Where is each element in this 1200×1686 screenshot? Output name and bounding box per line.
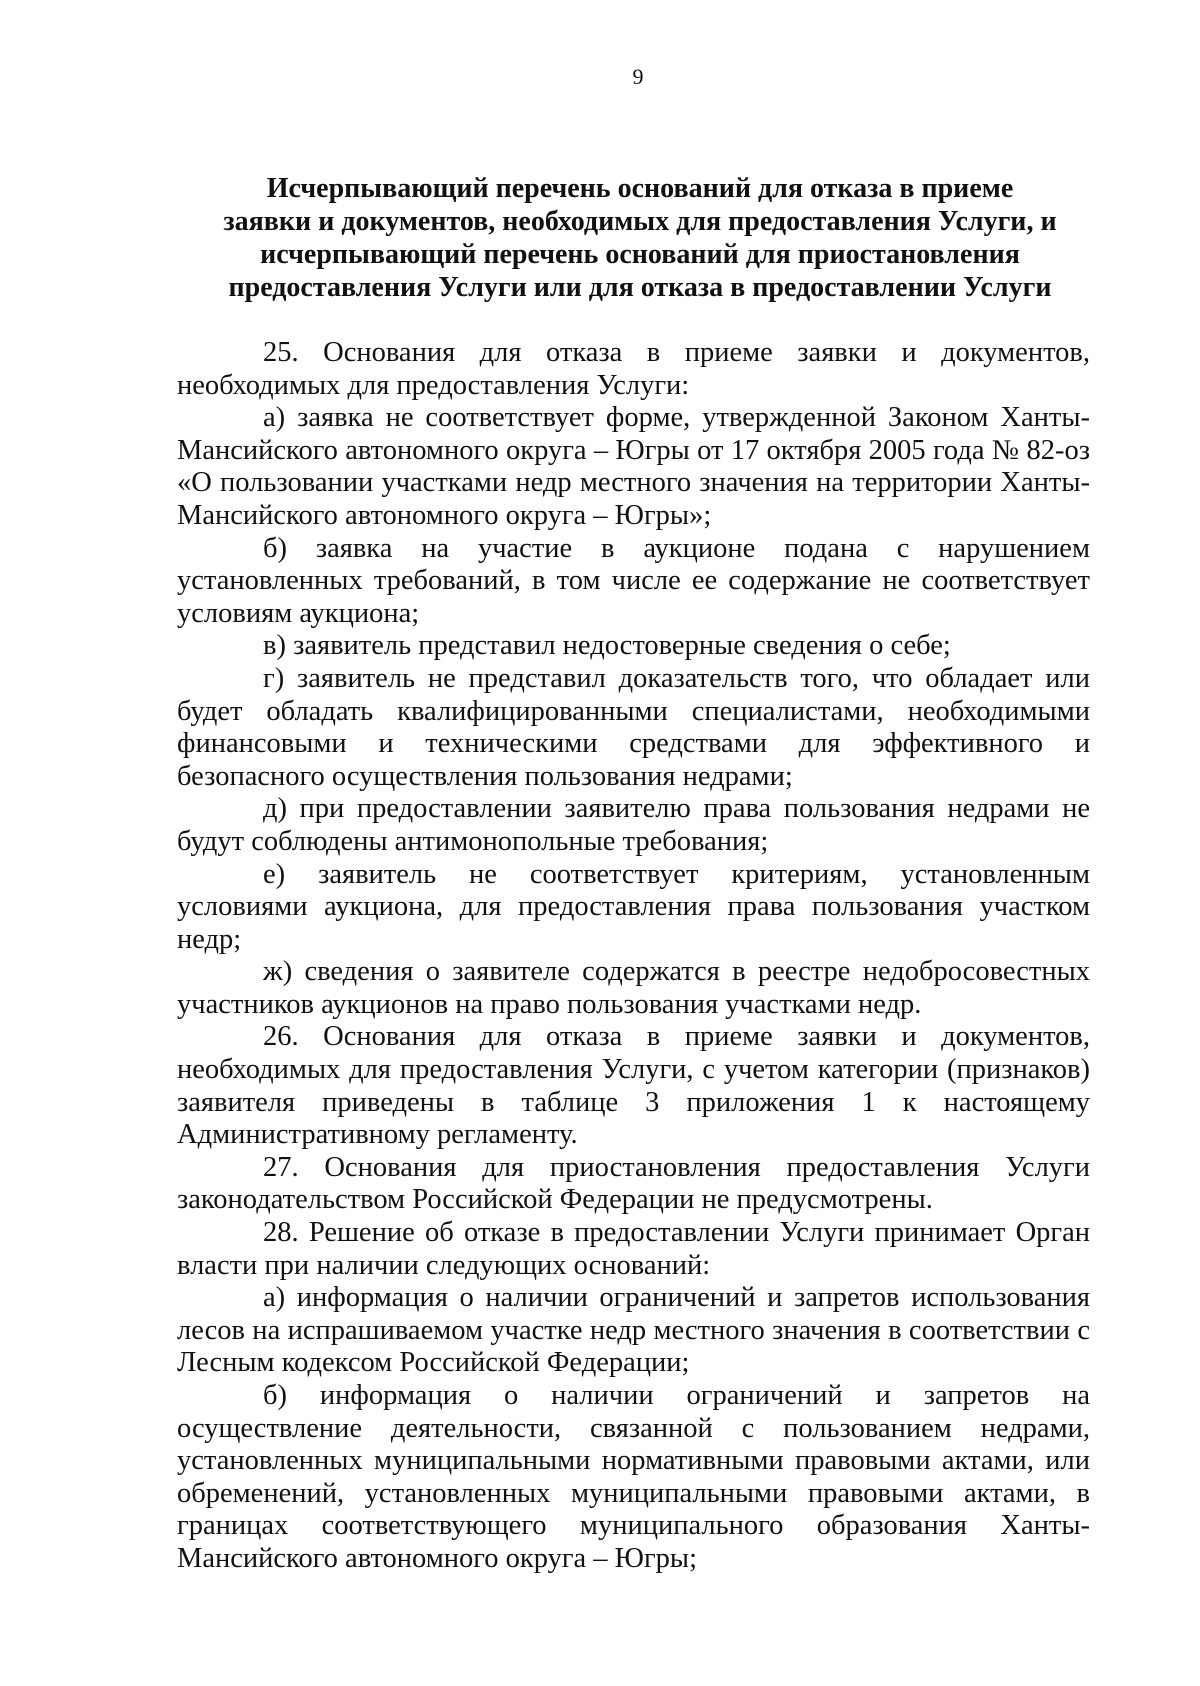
section-title-line: Исчерпывающий перечень оснований для отказа в приеме — [266, 173, 1014, 204]
section-title-line: предоставления Услуги или для отказа в предоставлении Услуги — [228, 272, 1052, 303]
paragraph-25-b: б) заявка на участие в аукционе подана с нарушением установленных требований, в том числе ее содержание не соответствует условиям аукциона; — [177, 532, 1090, 629]
paragraph-25-v: в) заявитель представил недостоверные сведения о себе; — [263, 630, 951, 662]
paragraph-28-b: б) информация о наличии ограничений и запретов на осуществление деятельности, связанной с пользованием недрами, установленных муниципальными нормативными правовыми актами, или обременений, установленных муниципальными правовыми актами, в границах соответствующего муниципального образования Ханты-Мансийского автономного округа – Югры; — [177, 1380, 1090, 1574]
paragraph-27: 27. Основания для приостановления предоставления Услуги законодательством Российской Федерации не предусмотрены. — [177, 1151, 1090, 1216]
paragraph-28: 28. Решение об отказе в предоставлении Услуги принимает Орган власти при наличии следующих оснований: — [177, 1217, 1090, 1281]
paragraph-25-d: д) при предоставлении заявителю права пользования недрами не будут соблюдены антимонопольные требования; — [177, 793, 1090, 857]
paragraph-25-zh: ж) сведения о заявителе содержатся в реестре недобросовестных участников аукционов на право пользования участками недр. — [177, 956, 1090, 1020]
paragraph-25-e: е) заявитель не соответствует критериям, установленным условиями аукциона, для предоставления права пользования участком недр; — [177, 858, 1090, 955]
paragraph-25-g: г) заявитель не представил доказательств того, что обладает или будет обладать квалифицированными специалистами, необходимыми финансовыми и техническими средствами для эффективного и безопасного осуществления пользования недрами; — [177, 662, 1090, 792]
section-title-line: исчерпывающий перечень оснований для приостановления — [260, 239, 1020, 270]
document-body — [177, 337, 1090, 1576]
paragraph-26: 26. Основания для отказа в приеме заявки и документов, необходимых для предоставления Услуги, с учетом категории (признаков) заявителя приведены в таблице 3 приложения 1 к настоящему Административному регламенту. — [177, 1021, 1090, 1151]
paragraph-25-a: а) заявка не соответствует форме, утвержденной Законом Ханты-Мансийского автономного округа – Югры от 17 октября 2005 года № 82-оз «О пользовании участками недр местного значения на территории Ханты-Мансийского автономного округа – Югры»; — [177, 402, 1090, 531]
paragraph-28-a: а) информация о наличии ограничений и запретов использования лесов на испрашиваемом участке недр местного значения в соответствии с Лесным кодексом Российской Федерации; — [177, 1282, 1090, 1379]
section-title — [190, 172, 1090, 304]
section-title-line: заявки и документов, необходимых для предоставления Услуги, и — [223, 206, 1057, 237]
page-number: 9 — [632, 64, 644, 89]
paragraph-25: 25. Основания для отказа в приеме заявки и документов, необходимых для предоставления Услуги: — [177, 337, 1090, 401]
